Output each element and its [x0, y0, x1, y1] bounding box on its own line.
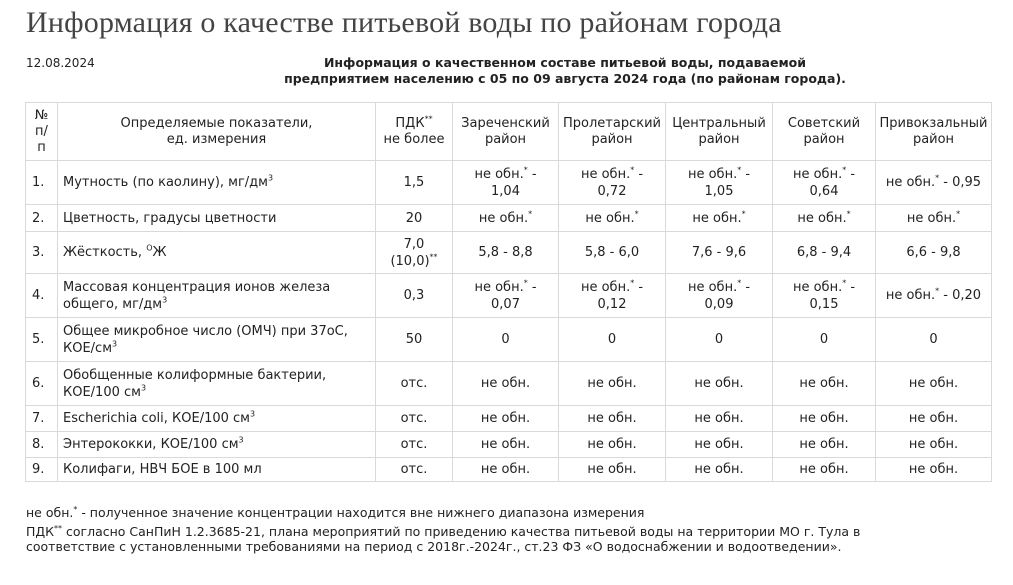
table-row: [26, 232, 992, 274]
district-value: не обн.: [453, 432, 559, 458]
district-value: не обн.* - 1,05: [666, 161, 773, 205]
pdk-value: отс.: [376, 458, 453, 482]
row-number: 2.: [26, 205, 58, 232]
row-number: 9.: [26, 458, 58, 482]
district-value: не обн.: [559, 458, 666, 482]
district-value: не обн.: [453, 458, 559, 482]
parameter-name: Обобщенные колиформные бактерии, КОЕ/100 $см^3$: [58, 362, 376, 406]
district-value: 6,6 - 9,8: [876, 232, 992, 274]
header-pdk: ПДК** не более: [376, 103, 453, 161]
district-value: 5,8 - 8,8: [453, 232, 559, 274]
district-value: не обн.: [773, 432, 876, 458]
district-value: 0: [773, 318, 876, 362]
page-title: Информация о качестве питьевой воды по районам города: [26, 6, 782, 39]
district-value: не обн.: [453, 406, 559, 432]
header-district: Центральный район: [666, 103, 773, 161]
pdk-value: 50: [376, 318, 453, 362]
parameter-name: Энтерококки, КОЕ/100 $см^3$: [58, 432, 376, 458]
district-value: не обн.* - 0,15: [773, 274, 876, 318]
row-number: 5.: [26, 318, 58, 362]
header-district: Пролетарский район: [559, 103, 666, 161]
pdk-value: отс.: [376, 362, 453, 406]
table-row: [26, 406, 992, 432]
pdk-value: 20: [376, 205, 453, 232]
pdk-value: 1,5: [376, 161, 453, 205]
district-value: не обн.* - 0,12: [559, 274, 666, 318]
district-value: не обн.: [876, 406, 992, 432]
district-value: не обн.: [666, 432, 773, 458]
table-caption: [230, 55, 900, 87]
district-value: не обн.: [559, 432, 666, 458]
district-value: 7,6 - 9,6: [666, 232, 773, 274]
row-number: 3.: [26, 232, 58, 274]
district-value: 0: [666, 318, 773, 362]
district-value: 5,8 - 6,0: [559, 232, 666, 274]
district-value: 0: [559, 318, 666, 362]
district-value: не обн.: [876, 458, 992, 482]
pdk-value: отс.: [376, 432, 453, 458]
pdk-value: 7,0 (10,0)**: [376, 232, 453, 274]
district-value: не обн.: [666, 458, 773, 482]
parameter-name: Колифаги, НВЧ БОЕ в 100 мл: [58, 458, 376, 482]
district-value: не обн.: [773, 458, 876, 482]
footnote-pdk: ПДК** согласно СанПиН 1.2.3685-21, плана мероприятий по приведению качества питьевой воды на территории МО г. Тула в соответствие с установленными требованиями на период с 2018г.-2024г., ст.23 ФЗ «О водоснабжении и водоотведении».: [26, 523, 861, 554]
district-value: 0: [876, 318, 992, 362]
district-value: не обн.: [876, 432, 992, 458]
footnote-not-detected: не обн.* - полученное значение концентрации находится вне нижнего диапазона измерения: [26, 504, 645, 520]
district-value: не обн.*: [453, 205, 559, 232]
publication-date: 12.08.2024: [26, 56, 95, 70]
district-value: не обн.*: [559, 205, 666, 232]
footnotes: [26, 505, 906, 554]
header-parameter: Определяемые показатели, ед. измерения: [58, 103, 376, 161]
district-value: не обн.* - 0,09: [666, 274, 773, 318]
pdk-value: отс.: [376, 406, 453, 432]
parameter-name: Общее микробное число (ОМЧ) при 37оС, КОЕ/$см^3$: [58, 318, 376, 362]
district-value: не обн.* - 0,20: [876, 274, 992, 318]
header-num: № п/ п: [26, 103, 58, 161]
district-value: 6,8 - 9,4: [773, 232, 876, 274]
pdk-value: 0,3: [376, 274, 453, 318]
row-number: 7.: [26, 406, 58, 432]
table-header-row: [26, 103, 992, 161]
table-row: [26, 458, 992, 482]
district-value: 0: [453, 318, 559, 362]
row-number: 4.: [26, 274, 58, 318]
district-value: не обн.* - 0,72: [559, 161, 666, 205]
row-number: 8.: [26, 432, 58, 458]
district-value: не обн.* - 1,04: [453, 161, 559, 205]
table-row: [26, 161, 992, 205]
table-caption-line1: Информация о качественном составе питьевой воды, подаваемой: [323, 55, 807, 70]
parameter-name: Escherichia coli, КОЕ/100 $см^3$: [58, 406, 376, 432]
table-row: [26, 205, 992, 232]
district-value: не обн.: [559, 406, 666, 432]
header-district: Советский район: [773, 103, 876, 161]
district-value: не обн.: [666, 362, 773, 406]
district-value: не обн.* - 0,07: [453, 274, 559, 318]
parameter-name: Цветность, градусы цветности: [58, 205, 376, 232]
district-value: не обн.: [666, 406, 773, 432]
district-value: не обн.*: [666, 205, 773, 232]
district-value: не обн.: [773, 406, 876, 432]
district-value: не обн.: [876, 362, 992, 406]
header-district: Привокзальный район: [876, 103, 992, 161]
table-row: [26, 432, 992, 458]
district-value: не обн.*: [876, 205, 992, 232]
water-quality-table: [25, 102, 992, 482]
table-caption-line2: предприятием населению с 05 по 09 августа 2024 года (по районам города).: [284, 71, 846, 86]
row-number: 6.: [26, 362, 58, 406]
table-row: [26, 274, 992, 318]
district-value: не обн.* - 0,95: [876, 161, 992, 205]
row-number: 1.: [26, 161, 58, 205]
table-row: [26, 362, 992, 406]
table-row: [26, 318, 992, 362]
parameter-name: Массовая концентрация ионов железа общего, $мг/дм^3$: [58, 274, 376, 318]
header-district: Зареченский район: [453, 103, 559, 161]
district-value: не обн.: [559, 362, 666, 406]
parameter-name: Мутность (по каолину), $мг/дм^3$: [58, 161, 376, 205]
parameter-name: Жёсткость, $^О$Ж: [58, 232, 376, 274]
district-value: не обн.* - 0,64: [773, 161, 876, 205]
district-value: не обн.*: [773, 205, 876, 232]
district-value: не обн.: [773, 362, 876, 406]
district-value: не обн.: [453, 362, 559, 406]
